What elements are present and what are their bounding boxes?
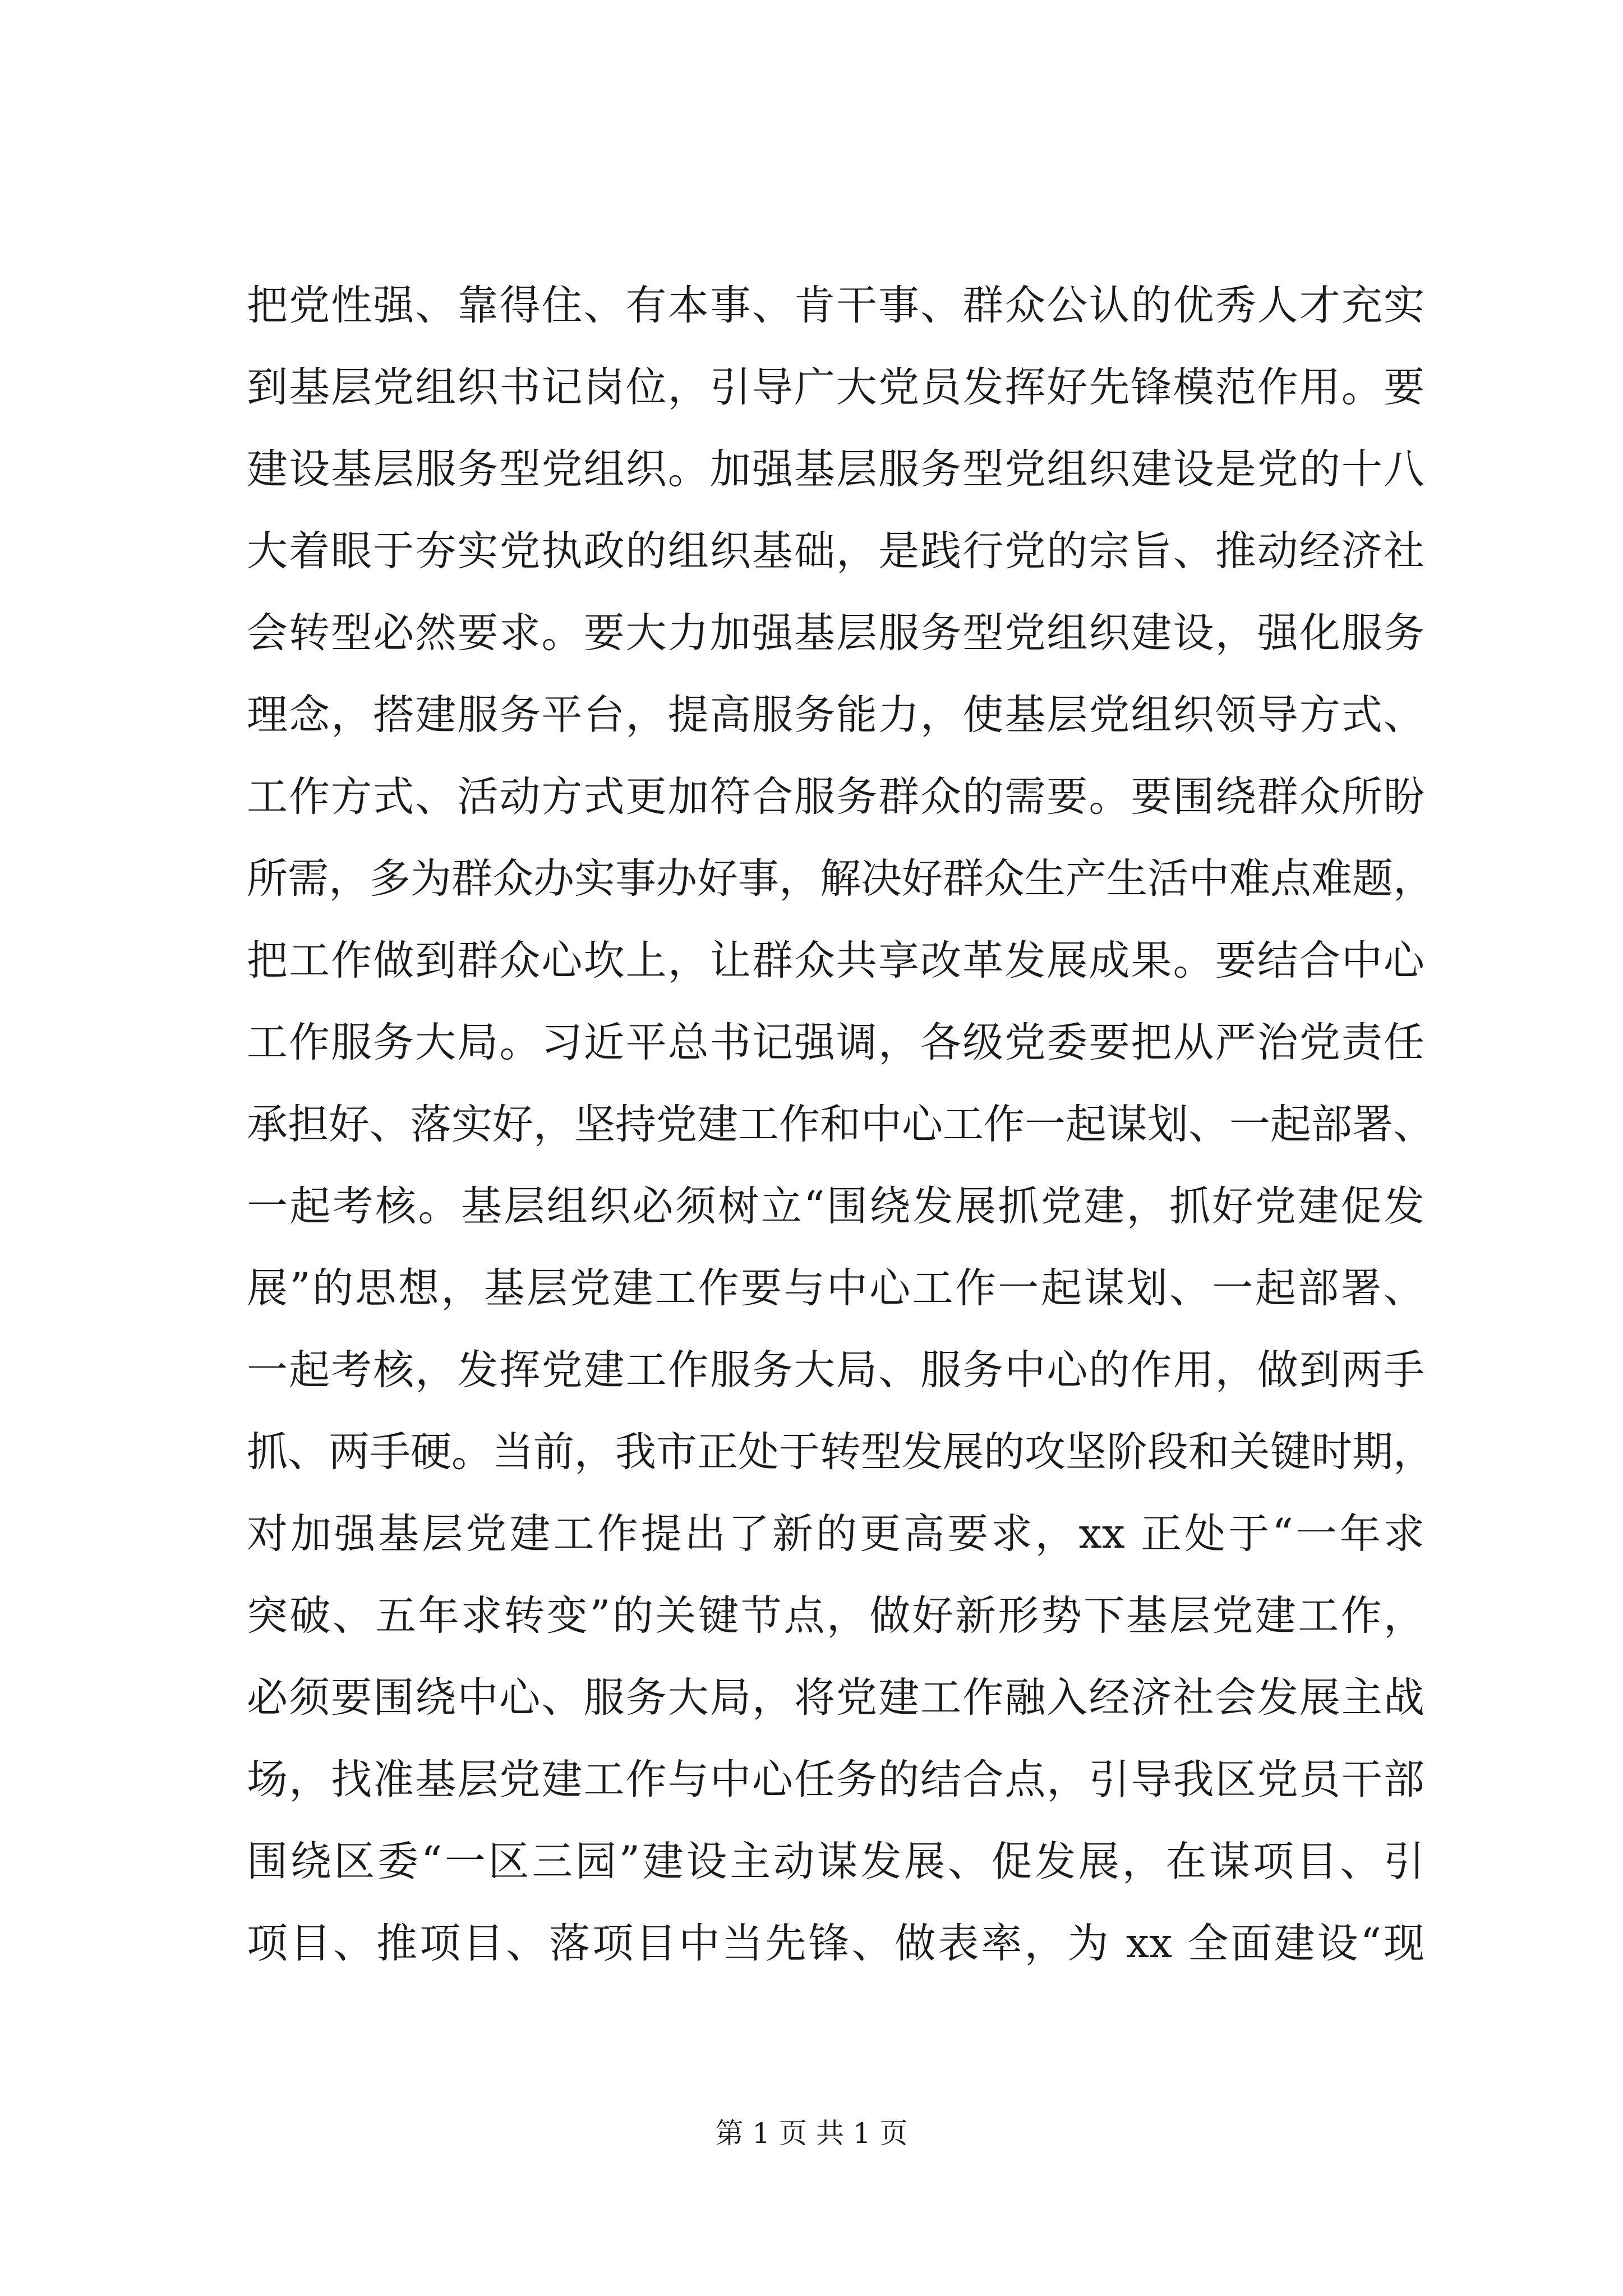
text-line: 理念，搭建服务平台，提高服务能力，使基层党组织领导方式、: [247, 691, 1424, 739]
text-line: 所需，多为群众办实事办好事，解决好群众生产生活中难点难题，: [247, 855, 1434, 903]
text-line: 抓、两手硬。当前，我市正处于转型发展的攻坚阶段和关键时期，: [247, 1428, 1434, 1476]
body-text: [247, 265, 1434, 1985]
text-line: 一起考核。基层组织必须树立“围绕发展抓党建，抓好党建促发: [247, 1182, 1424, 1230]
text-line: 把工作做到群众心坎上，让群众共享改革发展成果。要结合中心: [247, 937, 1424, 984]
text-line: 到基层党组织书记岗位，引导广大党员发挥好先锋模范作用。要: [247, 364, 1424, 411]
text-line: 突破、五年求转变”的关键节点，做好新形势下基层党建工作，: [247, 1592, 1424, 1640]
text-line: 工作方式、活动方式更加符合服务群众的需要。要围绕群众所盼: [247, 773, 1424, 821]
text-line: 必须要围绕中心、服务大局，将党建工作融入经济社会发展主战: [247, 1674, 1424, 1722]
text-line: 场，找准基层党建工作与中心任务的结合点，引导我区党员干部: [247, 1756, 1424, 1803]
page-number-label: 第 1 页 共 1 页: [715, 2117, 908, 2150]
text-line: 围绕区委“一区三园”建设主动谋发展、促发展，在谋项目、引: [247, 1838, 1424, 1885]
text-line: 项目、推项目、落项目中当先锋、做表率，为 xx 全面建设“现: [247, 1920, 1424, 1967]
text-line: 大着眼于夯实党执政的组织基础，是践行党的宗旨、推动经济社: [247, 527, 1424, 575]
page-footer: [0, 2114, 1623, 2153]
text-line: 会转型必然要求。要大力加强基层服务型党组织建设，强化服务: [247, 609, 1424, 657]
text-line: 把党性强、靠得住、有本事、肯干事、群众公认的优秀人才充实: [247, 282, 1424, 329]
text-line: 一起考核，发挥党建工作服务大局、服务中心的作用，做到两手: [247, 1346, 1424, 1394]
text-line: 承担好、落实好，坚持党建工作和中心工作一起谋划、一起部署、: [247, 1101, 1434, 1148]
text-line: 展”的思想，基层党建工作要与中心工作一起谋划、一起部署、: [247, 1264, 1424, 1312]
text-line: 建设基层服务型党组织。加强基层服务型党组织建设是党的十八: [247, 445, 1424, 493]
text-line: 工作服务大局。习近平总书记强调，各级党委要把从严治党责任: [247, 1019, 1424, 1066]
text-line: 对加强基层党建工作提出了新的更高要求，xx 正处于“一年求: [247, 1510, 1424, 1558]
